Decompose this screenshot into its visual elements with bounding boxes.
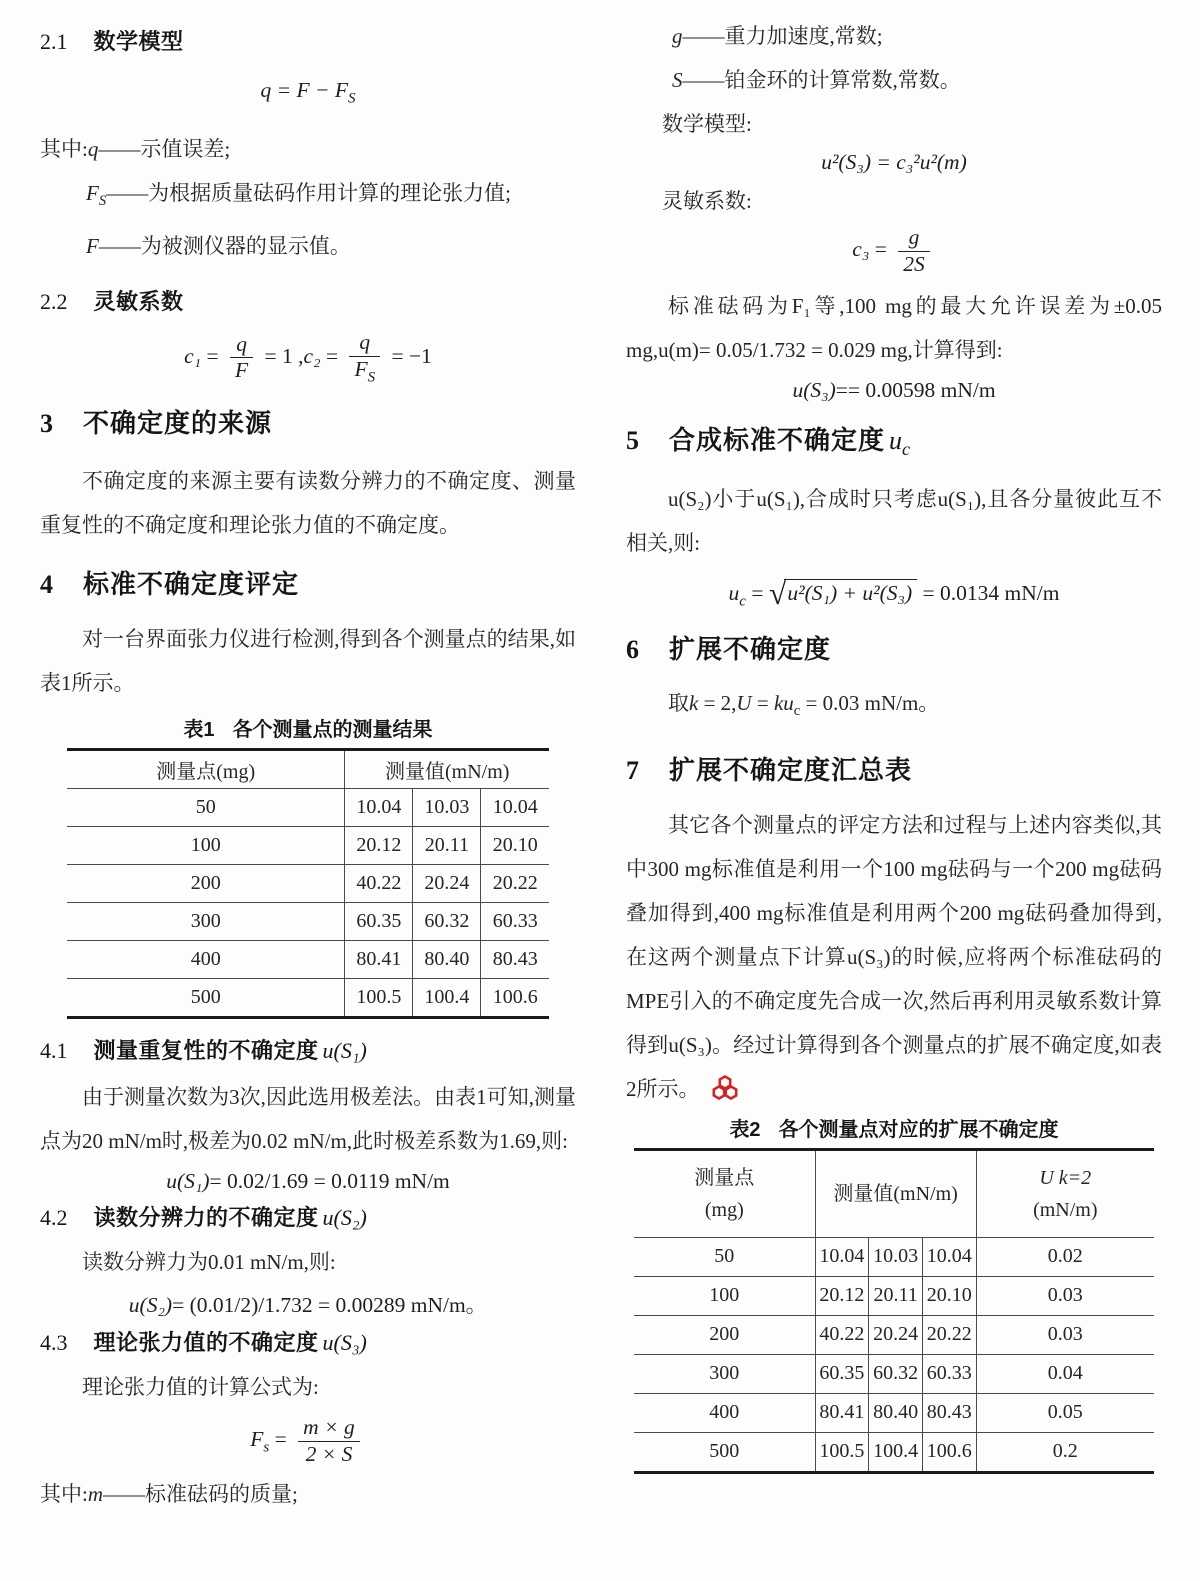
table-1 bbox=[67, 748, 549, 1019]
fraction: $\frac{g}{2S}$ bbox=[898, 225, 930, 278]
table-row: 300 60.35 60.32 60.33 0.04 bbox=[634, 1354, 1154, 1393]
table-row: 100 20.12 20.11 20.10 bbox=[67, 826, 549, 864]
column-header: 测量值(mN/m) bbox=[815, 1149, 976, 1237]
table-row: 200 40.22 20.24 20.22 bbox=[67, 864, 549, 902]
column-header: U k=2 (mN/m) bbox=[976, 1149, 1154, 1237]
section-number: 2.2 bbox=[40, 288, 68, 314]
section-heading-4 bbox=[40, 571, 576, 598]
table-row: 50 10.04 10.03 10.04 bbox=[67, 788, 549, 826]
section-heading-4-1 bbox=[40, 1039, 576, 1063]
end-of-article-icon bbox=[710, 1075, 740, 1100]
table-row: 100 20.12 20.11 20.10 0.03 bbox=[634, 1276, 1154, 1315]
formula-u-s1: u(S₁)= 0.02/1.69 = 0.0119 mN/m bbox=[166, 1168, 450, 1193]
column-header: 测量点(mg) bbox=[67, 749, 345, 788]
paragraph-4-3: 理论张力值的计算公式为: bbox=[82, 1375, 319, 1400]
section-number: 2.1 bbox=[40, 29, 68, 54]
formula-u2-s3: u²(S₃) = c₃²u²(m) bbox=[821, 150, 967, 174]
section-heading-4-3 bbox=[40, 1331, 576, 1355]
section-number: 3 bbox=[40, 409, 53, 438]
definition-line: F——为被测仪器的显示值。 bbox=[86, 233, 351, 258]
column-header: 测量值(mN/m) bbox=[345, 749, 549, 788]
definition-line: 其中:q——示值误差; bbox=[40, 137, 231, 162]
section-title: 灵敏系数 bbox=[93, 288, 184, 314]
section-heading-2-1 bbox=[40, 30, 576, 54]
right-column bbox=[626, 14, 1162, 1516]
label-sensitivity: 灵敏系数: bbox=[662, 189, 752, 213]
definition-line: g——重力加速度,常数; bbox=[672, 24, 883, 48]
column-header: 测量点 (mg) bbox=[634, 1149, 815, 1237]
table-row: 300 60.35 60.32 60.33 bbox=[67, 902, 549, 940]
paragraph-7: 其它各个测量点的评定方法和过程与上述内容类似,其中300 mg标准值是利用一个100 mg砝码与一个200 mg砝码叠加得到,400 mg标准值是利用两个200 mg砝码叠加得到,在这两个测量点下计算u(S₃)的时候,应将两个标准砝码的MPE引入的不确定度先合成一次,然后再利用灵敏系数计算得到u(S₃)。经过计算得到各个测量点的扩展不确定度,如表2所示。 bbox=[626, 812, 1162, 1101]
fraction: $\frac{q}{F}$ bbox=[230, 332, 253, 385]
formula-u-s3-value: u(S₃)== 0.00598 mN/m bbox=[792, 377, 996, 402]
formula-c3: c₃ = $\frac{g}{2S}$ bbox=[626, 225, 1162, 278]
radical-sign: √ bbox=[768, 574, 787, 611]
formula-q: $q = F - F_S$ bbox=[260, 78, 356, 107]
section-number: 4 bbox=[40, 570, 53, 600]
table-header-row bbox=[634, 1149, 1154, 1237]
paragraph-measurement: 对一台界面张力仪进行检测,得到各个测量点的结果,如表1所示。 bbox=[40, 626, 576, 695]
paragraph-6: 取$k = 2,U = ku_c = 0.03$ mN/m。 bbox=[668, 691, 940, 720]
formula-uc: $u_c = √u^2(S_1) + u^2(S_3) = 0.0134$ mN/m bbox=[728, 574, 1060, 611]
paragraph-sources: 不确定度的来源主要有读数分辨力的不确定度、测量重复性的不确定度和理论张力值的不确定度。 bbox=[40, 469, 576, 538]
section-heading-4-2 bbox=[40, 1206, 576, 1230]
table1-caption: 表1 各个测量点的测量结果 bbox=[183, 718, 433, 741]
section-title: 数学模型 bbox=[93, 29, 184, 54]
left-column bbox=[40, 14, 576, 1516]
section-title: 读数分辨力的不确定度 bbox=[93, 1204, 319, 1230]
section-title: 合成标准不确定度 bbox=[669, 424, 886, 455]
fraction: $\frac{m \times g}{2 \times S}$ bbox=[298, 1415, 360, 1468]
section-number: 6 bbox=[626, 634, 639, 664]
table-2 bbox=[634, 1148, 1154, 1474]
paragraph-5: u(S₂)小于u(S₁),合成时只考虑u(S₁),且各分量彼此互不相关,则: bbox=[626, 486, 1162, 555]
fraction: $\frac{q}{F_S}$ bbox=[349, 330, 380, 386]
section-heading-3 bbox=[40, 410, 576, 437]
section-number: 7 bbox=[626, 756, 639, 786]
formula-u-s2: u(S₂)= (0.01/2)/1.732 = 0.00289 mN/m。 bbox=[128, 1292, 488, 1317]
section-title: 扩展不确定度 bbox=[669, 633, 832, 664]
section-number: 4.3 bbox=[40, 1329, 68, 1355]
definition-line: S——铂金环的计算常数,常数。 bbox=[672, 68, 961, 92]
table-row: 50 10.04 10.03 10.04 0.02 bbox=[634, 1237, 1154, 1276]
section-title: 扩展不确定度汇总表 bbox=[669, 755, 913, 786]
section-heading-6 bbox=[626, 633, 1162, 664]
formula-fs: $F_s$ = $\frac{m \times g}{2 \times S}$ bbox=[40, 1415, 576, 1468]
label-math-model: 数学模型: bbox=[662, 112, 752, 136]
heading-math: u(S₁) bbox=[322, 1037, 367, 1063]
paragraph-standard-weight: 标准砝码为F₁等,100 mg的最大允许误差为±0.05 mg,u(m)= 0.05/1.732 = 0.029 mg,计算得到: bbox=[626, 293, 1162, 362]
section-title: 测量重复性的不确定度 bbox=[93, 1037, 319, 1063]
section-heading-7 bbox=[626, 757, 1162, 784]
table-row: 400 80.41 80.40 80.43 0.05 bbox=[634, 1393, 1154, 1432]
section-title: 不确定度的来源 bbox=[83, 408, 273, 438]
table2-caption: 表2 各个测量点对应的扩展不确定度 bbox=[729, 1118, 1059, 1141]
paragraph-4-1: 由于测量次数为3次,因此选用极差法。由表1可知,测量点为20 mN/m时,极差为0.02 mN/m,此时极差系数为1.69,则: bbox=[40, 1084, 576, 1153]
table-row: 400 80.41 80.40 80.43 bbox=[67, 940, 549, 978]
section-number: 4.2 bbox=[40, 1204, 68, 1230]
formula-sensitivity-c1-c2: c₁ = $\frac{q}{F}$ = 1 ,c₂ = $\frac{q}{F_S}$ = −1 bbox=[184, 329, 432, 385]
table-row: 500 100.5 100.4 100.6 bbox=[67, 978, 549, 1017]
table-row: 500 100.5 100.4 100.6 0.2 bbox=[634, 1432, 1154, 1472]
paragraph-4-2: 读数分辨力为0.01 mN/m,则: bbox=[82, 1249, 336, 1274]
definition-line: 其中:m——标准砝码的质量; bbox=[40, 1481, 298, 1506]
heading-math: $u_c$ bbox=[889, 425, 911, 459]
section-number: 5 bbox=[626, 425, 639, 455]
section-number: 4.1 bbox=[40, 1037, 68, 1063]
definition-line: $F_S——$为根据质量砝码作用计算的理论张力值; bbox=[86, 181, 512, 210]
section-heading-5 bbox=[626, 424, 1162, 459]
heading-math: u(S₂) bbox=[322, 1204, 367, 1230]
heading-math: u(S₃) bbox=[322, 1329, 367, 1355]
section-heading-2-2 bbox=[40, 290, 576, 314]
table-header-row bbox=[67, 749, 549, 788]
section-title: 标准不确定度评定 bbox=[83, 569, 300, 600]
table-row: 200 40.22 20.24 20.22 0.03 bbox=[634, 1315, 1154, 1354]
section-title: 理论张力值的不确定度 bbox=[93, 1329, 319, 1355]
